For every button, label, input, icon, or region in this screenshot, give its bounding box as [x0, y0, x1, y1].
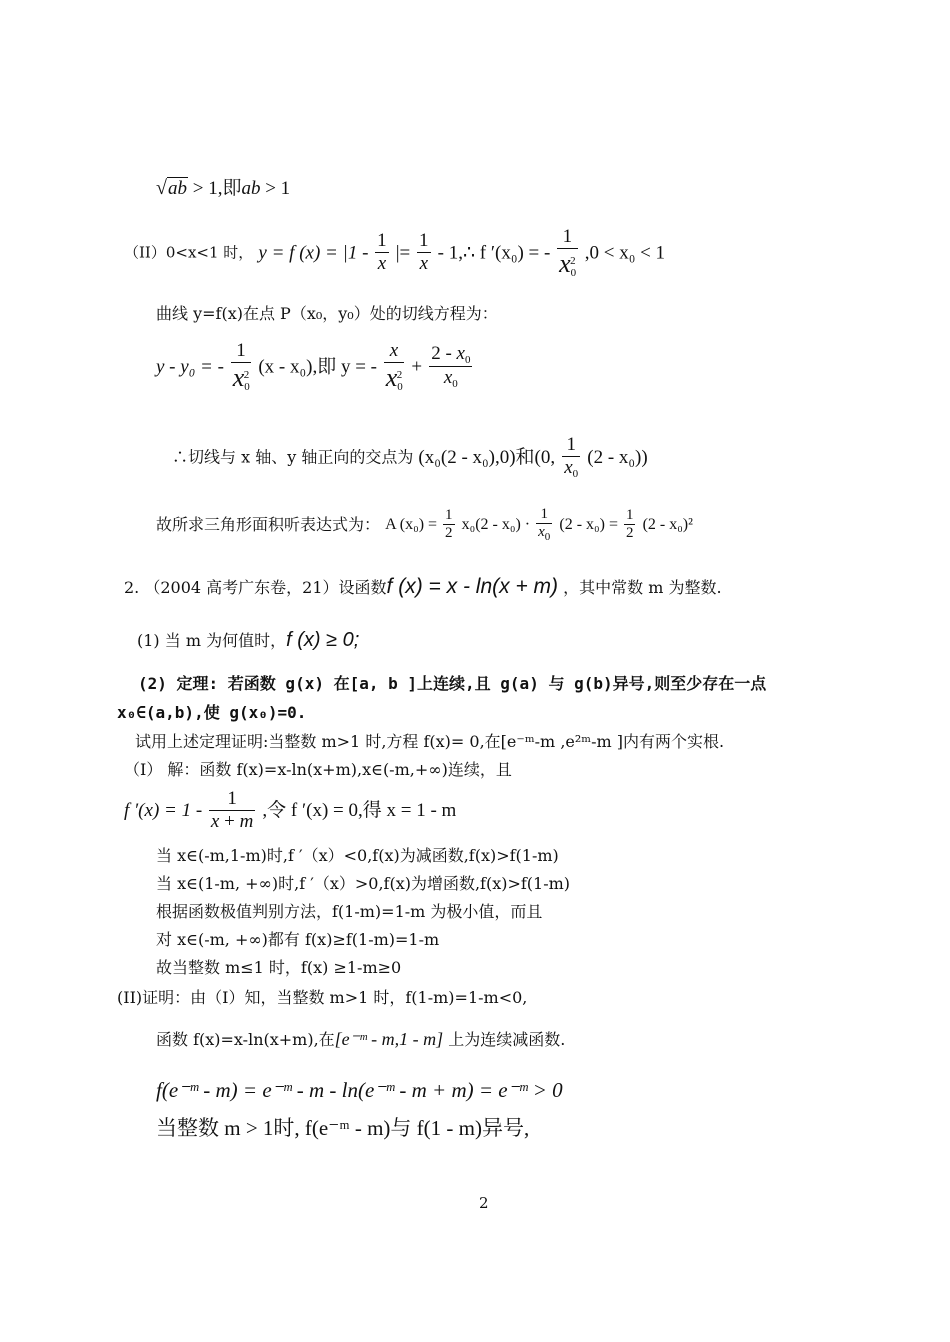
solution-2-equation: f(e⁻ᵐ - m) = e⁻ᵐ - m - ln(e⁻ᵐ - m + m) = e⁻ᵐ > 0 — [156, 1078, 563, 1102]
solution-2-line-1: 函数 f(x)=x-ln(x+m),在[e⁻ᵐ - m,1 - m] 上为连续减函数. — [156, 1029, 566, 1049]
solution-1-head: （I） 解：函数 f(x)=x-ln(x+m),x∈(-m,+∞)连续，且 — [124, 760, 512, 779]
solution-1-line-3: 根据函数极值判别方法，f(1-m)=1-m 为极小值，而且 — [156, 902, 543, 921]
page-number: 2 — [479, 1194, 489, 1212]
tangent-equation: y - y₀ = - $\frac{1}{x_0^2}$ (x - x₀),即 y = - $\frac{x}{x_0^2}$ + $\frac{2 - x_0}{x_0}$ — [156, 340, 471, 393]
question-2-task: 试用上述定理证明:当整数 m>1 时,方程 f(x)= 0,在[e⁻ᵐ-m ,e²ᵐ-m ]内有两个实根. — [135, 732, 725, 751]
solution-1-line-1: 当 x∈(-m,1-m)时,f ′（x）<0,f(x)为减函数,f(x)>f(1-m) — [156, 846, 559, 865]
question-2-theorem-cont: x₀∈(a,b),使 g(x₀)=0. — [117, 703, 307, 722]
tangent-intro: 曲线 y=f(x)在点 P（x₀，y₀）处的切线方程为： — [156, 304, 498, 323]
part-ii-line: （II）0<x<1 时， y = f (x) = |1 - $\frac{1}{x}$ |= $\frac{1}{x}$ - 1,∴ f ′(x₀) = - $\frac{1}{x_0^2}$ ,0 < x₀ < 1 — [124, 226, 666, 279]
problem-2-statement: 2. （2004 高考广东卷，21）设函数f (x) = x - ln(x + m) ，其中常数 m 为整数. — [124, 575, 722, 598]
solution-2-conclusion: 当整数 m > 1时, f(e⁻ᵐ - m)与 f(1 - m)异号, — [156, 1116, 530, 1140]
solution-2-head: (II)证明：由（I）知，当整数 m>1 时，f(1-m)=1-m<0, — [117, 988, 528, 1007]
derivative-line: f ′(x) = 1 - $\frac{1}{x + m}$ ,令 f ′(x) = 0,得 x = 1 - m — [124, 788, 457, 832]
solution-1-line-4: 对 x∈(-m, +∞)都有 f(x)≥f(1-m)=1-m — [156, 930, 440, 949]
solution-1-line-5: 故当整数 m≤1 时，f(x) ≥1-m≥0 — [156, 958, 402, 977]
area-line: 故所求三角形面积听表达式为： A (x₀) = $\frac{1}{2}$ x₀(2 - x₀) · $\frac{1}{x_0}$ (2 - x₀) = $\frac{1}{2}$ (2 - x₀)² — [156, 506, 693, 544]
line-sqrt-ab: √ab > 1,即ab > 1 — [156, 177, 291, 199]
question-2-theorem: (2) 定理: 若函数 g(x) 在[a, b ]上连续,且 g(a) 与 g(b)异号,则至少存在一点 — [138, 674, 767, 693]
intercepts-line: ∴切线与 x 轴、y 轴正向的交点为 (x₀(2 - x₀),0)和(0, $\frac{1}{x_0}$ (2 - x₀)) — [172, 434, 648, 480]
solution-1-line-2: 当 x∈(1-m, +∞)时,f ′（x）>0,f(x)为增函数,f(x)>f(1-m) — [156, 874, 571, 893]
question-1: (1) 当 m 为何值时，f (x) ≥ 0; — [137, 629, 360, 651]
